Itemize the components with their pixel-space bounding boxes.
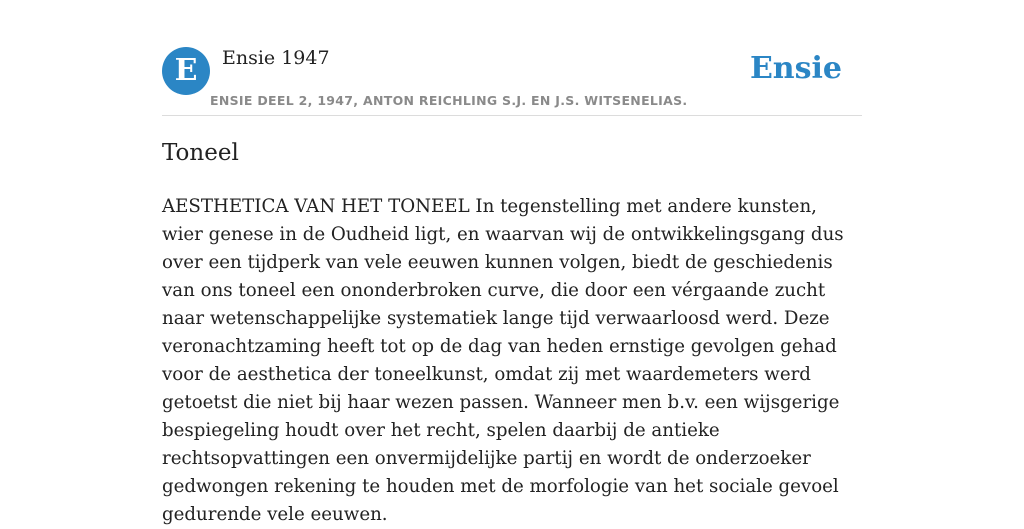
source-title[interactable]: Ensie 1947 bbox=[222, 47, 330, 69]
ensie-logo-icon[interactable]: E bbox=[162, 47, 210, 95]
source-subtitle: ENSIE DEEL 2, 1947, ANTON REICHLING S.J. EN J.S. WITSENELIAS. bbox=[210, 93, 688, 108]
article-body: AESTHETICA VAN HET TONEEL In tegenstelling met andere kunsten, wier genese in de Oudheid ligt, en waarvan wij de ontwikkelingsgang dus over een tijdperk van vele eeuwen kunnen volgen, biedt de geschiedenis van ons toneel een ononderbroken curve, die door een vérgaande zucht naar wetenschappelijke systematiek lange tijd verwaarloosd werd. Deze veronachtzaming heeft tot op de dag van heden ernstige gevolgen gehad voor de aesthetica der toneelkunst, omdat zij met waardemeters werd getoetst die niet bij haar wezen passen. Wanneer men b.v. een wijsgerige bespiegeling houdt over het recht, spelen daarbij de antieke rechtsopvattingen een onvermijdelijke partij en wordt de onderzoeker gedwongen rekening te houden met de morfologie van het sociale gevoel gedurende vele eeuwen. bbox=[162, 196, 844, 525]
brand-logo[interactable]: Ensie bbox=[749, 51, 842, 86]
article-title: Toneel bbox=[162, 140, 239, 166]
source-header bbox=[162, 44, 862, 116]
